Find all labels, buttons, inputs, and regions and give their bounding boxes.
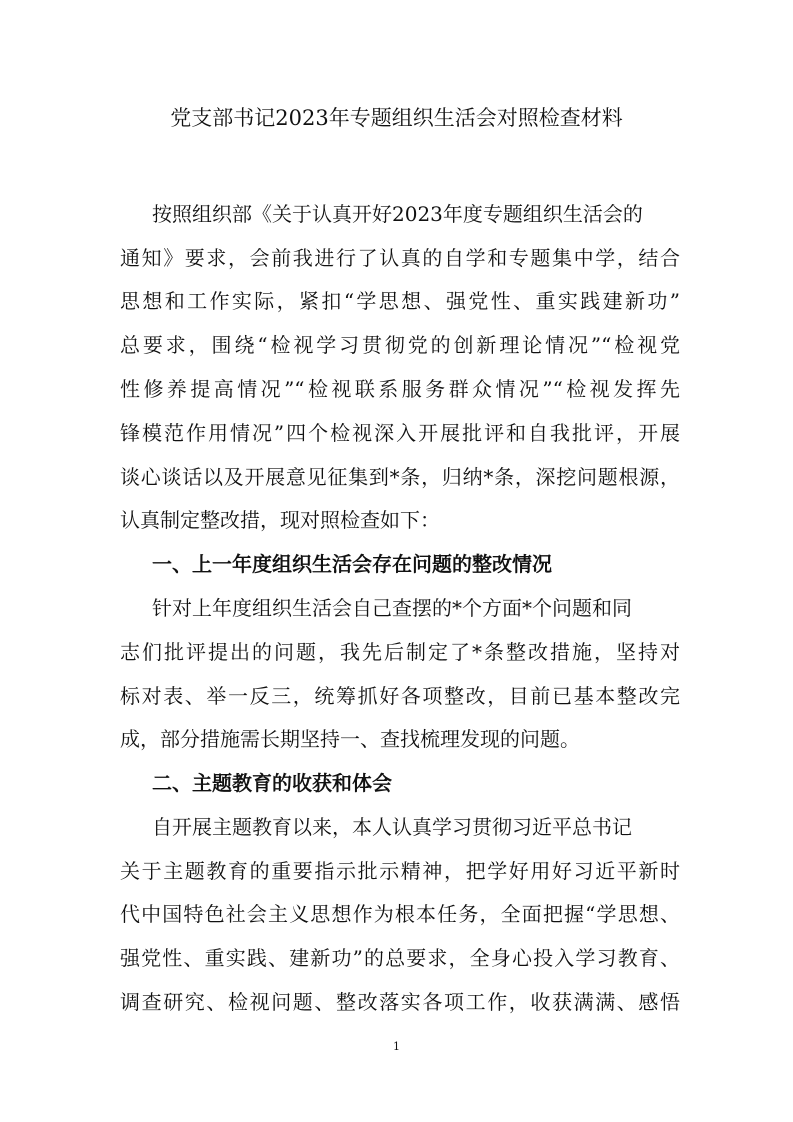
section-1-heading: 一、上一年度组织生活会存在问题的整改情况 <box>152 552 552 576</box>
section-1-line-1: 针对上年度组织生活会自己查摆的*个方面*个问题和同 <box>152 596 632 620</box>
intro-line-4: 总要求，围绕“检视学习贯彻党的创新理论情况”“检视党 <box>120 333 680 357</box>
section-2-line-1: 自开展主题教育以来，本人认真学习贯彻习近平总书记 <box>152 815 632 839</box>
intro-line-6: 锋模范作用情况”四个检视深入开展批评和自我批评，开展 <box>120 421 680 445</box>
intro-line-2: 通知》要求，会前我进行了认真的自学和专题集中学，结合 <box>120 246 680 270</box>
section-2-line-2: 关于主题教育的重要指示批示精神，把学好用好习近平新时 <box>120 859 680 883</box>
section-2-heading: 二、主题教育的收获和体会 <box>152 771 392 795</box>
intro-line-7: 谈心谈话以及开展意见征集到*条，归纳*条，深挖问题根源， <box>120 465 680 489</box>
section-2-line-5: 调查研究、检视问题、整改落实各项工作，收获满满、感悟 <box>120 990 680 1014</box>
document-title: 党支部书记2023年专题组织生活会对照检查材料 <box>170 106 623 130</box>
intro-line-3: 思想和工作实际，紧扣“学思想、强党性、重实践建新功” <box>120 289 680 313</box>
section-2-line-3: 代中国特色社会主义思想作为根本任务，全面把握“学思想、 <box>120 902 680 926</box>
intro-line-1: 按照组织部《关于认真开好2023年度专题组织生活会的 <box>152 202 643 226</box>
page-number: 1 <box>393 1040 400 1053</box>
section-2-line-4: 强党性、重实践、建新功”的总要求，全身心投入学习教育、 <box>120 946 680 970</box>
section-1-line-4: 成，部分措施需长期坚持一、查找梳理发现的问题。 <box>120 727 580 751</box>
intro-line-8: 认真制定整改措，现对照检查如下： <box>120 508 440 532</box>
section-1-line-3: 标对表、举一反三，统筹抓好各项整改，目前已基本整改完 <box>120 684 680 708</box>
section-1-line-2: 志们批评提出的问题，我先后制定了*条整改措施，坚持对 <box>120 640 680 664</box>
intro-line-5: 性修养提高情况”“检视联系服务群众情况”“检视发挥先 <box>120 377 680 401</box>
